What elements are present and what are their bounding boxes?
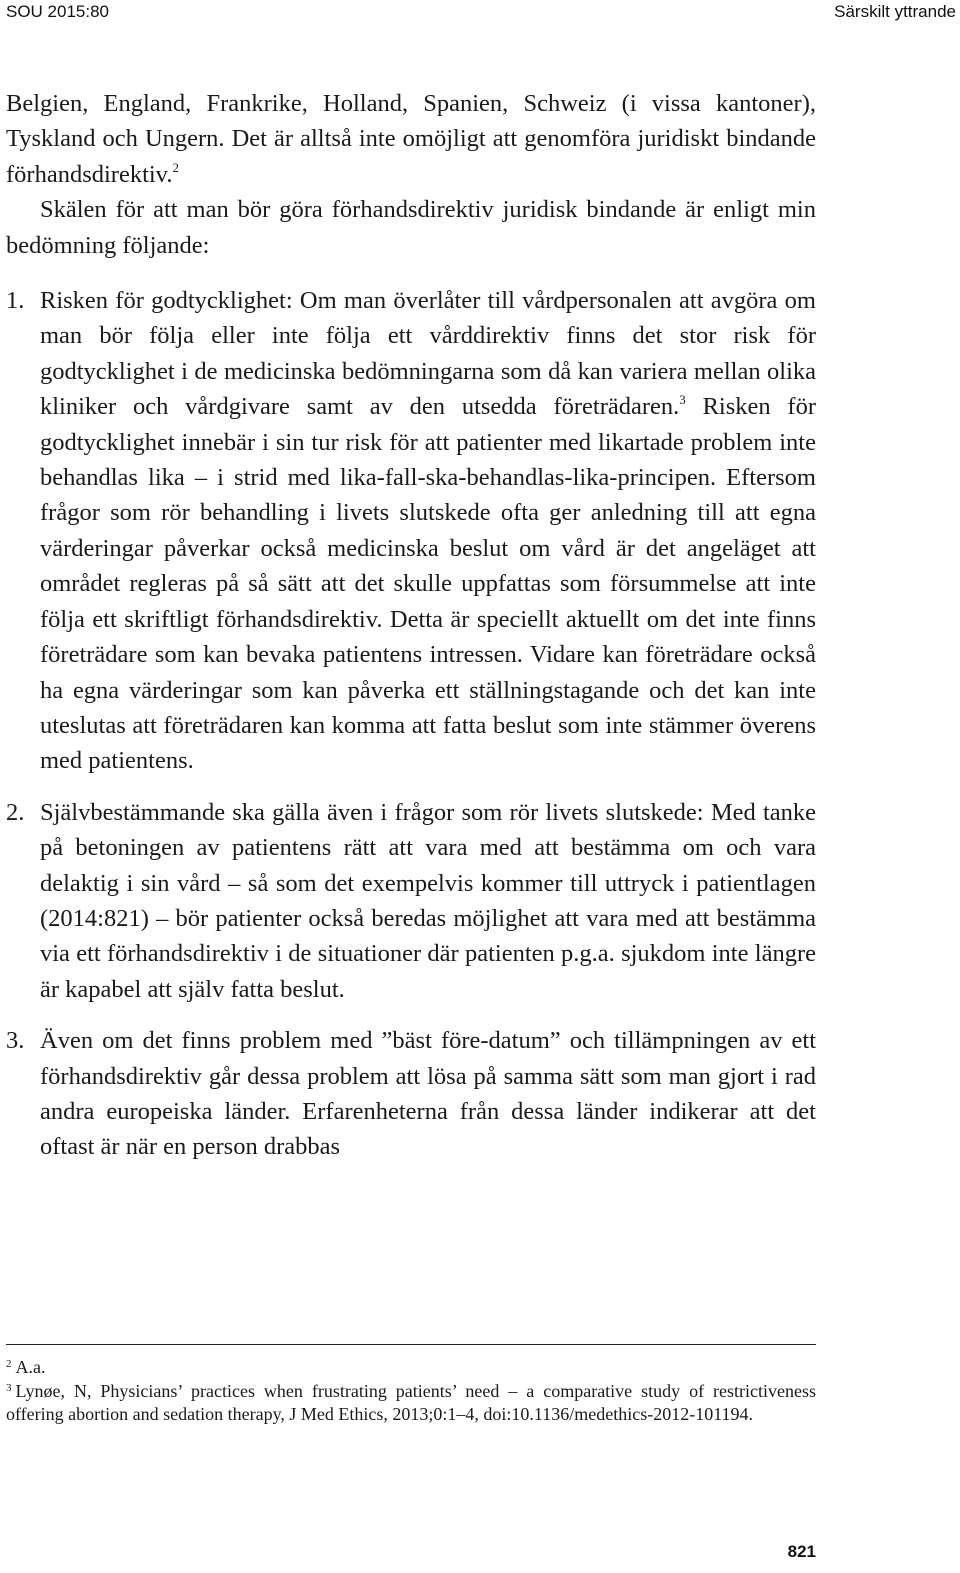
document-reference: SOU 2015:80 (6, 2, 110, 21)
main-text (6, 86, 816, 1181)
footnote-divider (6, 1344, 816, 1345)
footnote-text: Lynøe, N, Physicians’ practices when frustrating patients’ need – a comparative study of restrictiveness offering abortion and sedation therapy, J Med Ethics, 2013;0:1–4, doi:10.1136/medethics-2012-101194. (6, 1380, 816, 1424)
section-title: Särskilt yttrande (834, 2, 956, 21)
list-item-text: Självbestämmande ska gälla även i frågor som rör livets slutskede: Med tanke på betoningen av patientens rätt att vara med att bestämma om och vara delaktig i sin vård – så som det exempelvis kommer till uttryck i patientlagen (2014:821) – bör patienter också beredas möjlighet att vara med att bestämma via ett förhandsdirektiv i de situationer där patienten p.g.a. sjukdom inte längre är kapabel att själv fatta beslut. (40, 798, 816, 1003)
list-item-text-a: Risken för godtycklighet: Om man överlåter till vårdpersonalen att avgöra om man bör följa eller inte följa ett vårddirektiv finns det stor risk för godtycklighet i de medicinska bedömningarna som då kan variera mellan olika kliniker och vårdgivare samt av den utsedda företrädaren. (40, 287, 816, 421)
list-item (6, 1023, 816, 1165)
paragraph-1 (6, 86, 816, 192)
list-item-text: Även om det finns problem med ”bäst före-datum” och tillämpningen av ett förhandsdirektiv går dessa problem att lösa på samma sätt som man gjort i rad andra europeiska länder. Erfarenheterna från dessa länder indikerar att det oftast är när en person drabbas (40, 1027, 816, 1161)
list-item-text (40, 283, 816, 779)
list-item (6, 795, 816, 1007)
running-header (0, 0, 960, 30)
footnote-mark: 2 (6, 1358, 12, 1370)
footnote-ref-2[interactable]: 2 (172, 159, 179, 175)
footnote-text: A.a. (15, 1357, 46, 1377)
paragraph-1-text: Belgien, England, Frankrike, Holland, Spanien, Schweiz (i vissa kantoner), Tyskland och Ungern. Det är alltså inte omöjligt att genomföra juridiskt bindande förhandsdirektiv. (6, 90, 816, 188)
footnote (6, 1380, 816, 1427)
list-item-number: 2. (6, 798, 25, 826)
list-item-number: 3. (6, 1027, 25, 1055)
list-item (6, 283, 816, 779)
footnote-ref-3[interactable]: 3 (679, 392, 686, 408)
reasons-list (6, 283, 816, 1165)
paragraph-2: Skälen för att man bör göra förhandsdirektiv juridisk bindande är enligt min bedömning följande: (6, 196, 816, 259)
list-item-text-b: Risken för godtycklighet innebär i sin tur risk för att patienter med likartade problem inte behandlas lika – i strid med lika-fall-ska-behandlas-lika-principen. Eftersom frågor som rör behandling i livets slutskede ofta ger anledning till att egna värderingar påverkar också medicinska beslut om vård är det angeläget att området regleras på så sätt att det skulle uppfattas som försummelse att inte följa ett skriftligt förhandsdirektiv. Detta är speciellt aktuellt om det inte finns företrädare som kan bevaka patientens intressen. Vidare kan företrädare också ha egna värderingar som kan påverka ett ställningstagande och det kan inte uteslutas att företrädaren kan komma att fatta beslut som inte stämmer överens med patientens. (40, 393, 817, 775)
footnotes (6, 1356, 816, 1427)
footnote-mark: 3 (6, 1381, 12, 1394)
page-number: 821 (787, 1542, 816, 1561)
footnote (6, 1356, 816, 1380)
list-item-number: 1. (6, 287, 25, 315)
